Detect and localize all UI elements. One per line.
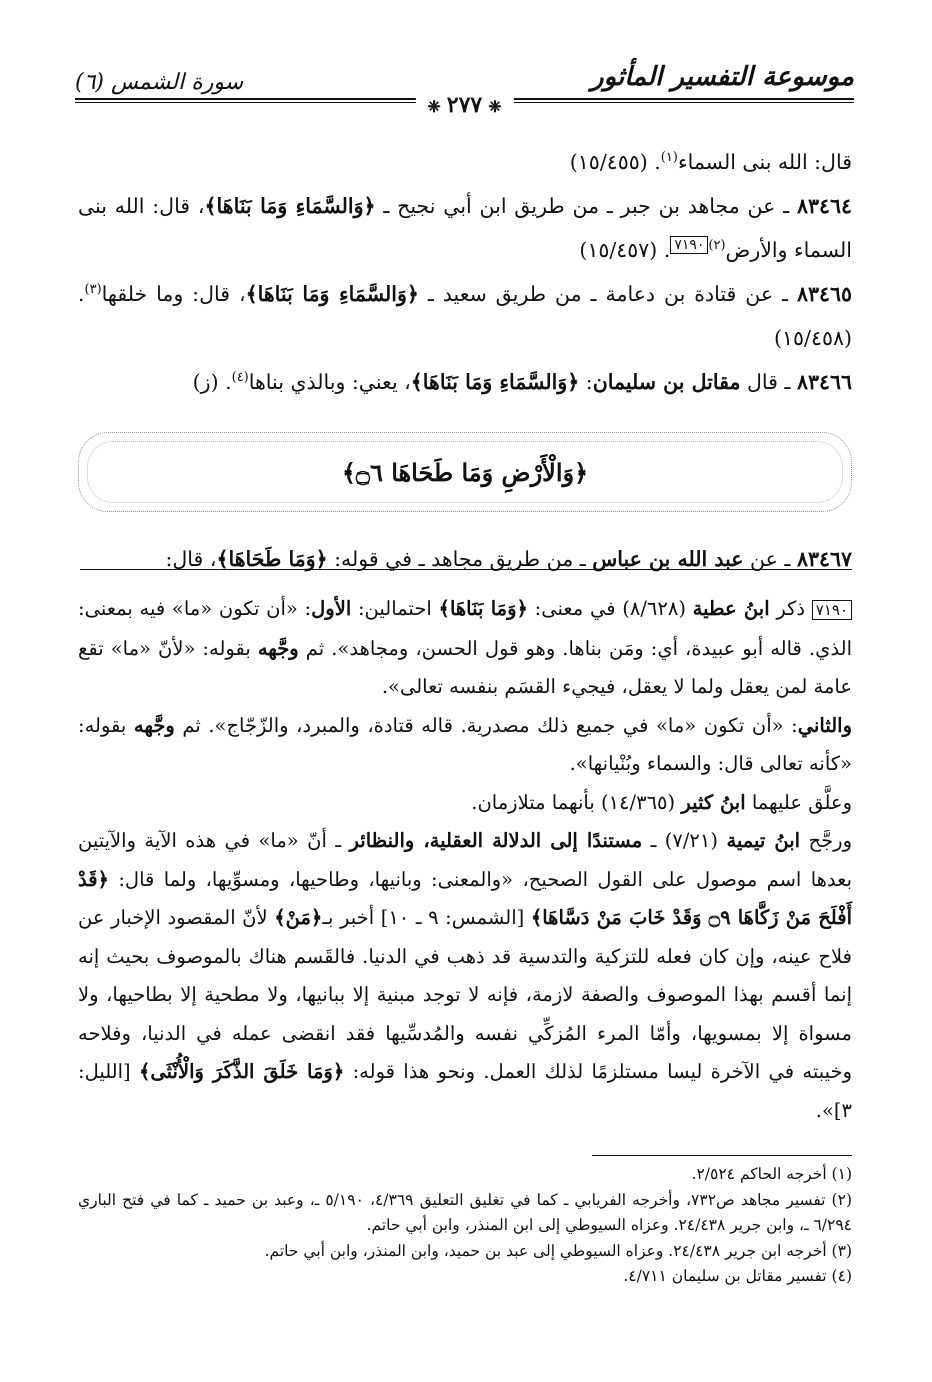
section-divider	[80, 569, 852, 570]
quran-quote: ﴿وَمَا خَلَقَ الذَّكَرَ وَالْأُنْثَى﴾	[138, 1060, 345, 1083]
text: (٧/٢١) ـ	[642, 829, 727, 852]
ornament-icon: ❈	[488, 97, 502, 116]
page-number	[415, 92, 513, 118]
scholar-name: ابنُ عطية	[692, 597, 770, 620]
quran-quote: ﴿وَمَا بَنَاهَا﴾	[438, 597, 528, 620]
text: بقوله: «لأنّ «ما» تقع عامة لمن يعقل ولما لا يعقل، فيجيء القسَم بنفسه تعالى».	[78, 636, 852, 698]
commentary-note	[78, 590, 852, 1130]
text: ، يعني: وبالذي بناها	[248, 370, 411, 394]
text: ، قال: وما خلقها	[101, 282, 246, 306]
text: ورجَّح	[800, 829, 853, 852]
quran-quote: ﴿وَمَا طَحَاهَا﴾	[216, 546, 328, 571]
keyword: مستندًا إلى الدلالة العقلية، والنظائر	[349, 829, 643, 852]
footnote-marker: (١)	[660, 150, 678, 166]
quran-quote: ﴿وَالسَّمَاءِ وَمَا بَنَاهَا﴾	[410, 370, 580, 394]
text: لأنّ المقصود الإخبار عن فلاح عينه، وإن كان فعله للتزكية والتدسية قد ذهب في الدنيا. فالقَسم هناك بالموصوف بحيث إنه إنما أقسم بهذا الموصوف والصفة لازمة، فإنه لا توجد مبنية إلا ببانيها، ولا مطحية إلا بطاحيها، ولا مسواة إلا بمسويها، وأمّا المرء المُزكِّي نفسه والمُدسِّيها فقد انقضى عمله في الدنيا، وفلاحه وخيبته في الآخرة ليسا مستلزمًا لذلك العمل. ونحو هذا قوله:	[78, 906, 853, 1083]
quran-quote: ﴿مَنْ﴾	[274, 906, 323, 929]
narrator-name: مقاتل بن سليمان	[592, 370, 741, 394]
commentary-ref[interactable]: ٧١٩٠	[670, 236, 708, 254]
keyword: الأول	[311, 597, 352, 620]
text: ـ من طريق مجاهد ـ في قوله:	[327, 546, 593, 571]
verse-text: ﴿وَالْأَرْضِ وَمَا طَحَاهَا ۝٦﴾	[341, 457, 589, 487]
source-ref: . (١٥/٤٥٨)	[78, 282, 852, 350]
note-paragraph-1	[78, 590, 852, 707]
entry-number: ٨٣٤٦٥	[796, 282, 853, 306]
entry-continuation	[78, 140, 852, 184]
keyword: وجَّهه	[257, 636, 299, 660]
text: قال: الله بنى السماء	[677, 150, 852, 174]
text: (٨/٦٢٨) في معنى:	[527, 597, 693, 620]
entry-83466	[78, 360, 852, 404]
text: (١٤/٣٦٥) بأنهما متلازمان.	[471, 790, 682, 814]
footnote-divider	[592, 1155, 852, 1156]
entry-83467	[78, 537, 852, 581]
text: ذكر	[769, 597, 812, 620]
note-paragraph-3	[78, 784, 852, 823]
footnotes	[78, 1162, 852, 1290]
page-number-text: ٢٧٧	[446, 92, 483, 118]
text: [الليل: ٣]».	[78, 1060, 852, 1122]
entry-83465	[78, 272, 852, 360]
footnote-marker: (٢)	[708, 238, 726, 254]
source-ref: . (١٥/٤٥٥)	[569, 150, 661, 174]
keyword: والثاني	[797, 713, 852, 737]
book-title: موسوعة التفسير المأثور	[591, 62, 854, 92]
narrator-name: عبد الله بن عباس	[592, 546, 744, 571]
text: ـ عن قتادة بن دعامة ـ من طريق سعيد ـ	[418, 282, 797, 306]
keyword: وجَّهه	[133, 713, 175, 737]
text: ، قال:	[165, 546, 217, 571]
footnote-1: (١) أخرجه الحاكم ٢/٥٢٤.	[691, 1165, 852, 1183]
note-paragraph-2	[78, 707, 852, 784]
scholar-name: ابنُ تيمية	[726, 829, 801, 852]
verse-banner	[78, 432, 852, 512]
surah-title: سورة الشمس (٦)	[75, 70, 244, 95]
text: احتمالين:	[351, 597, 439, 620]
entry-number: ٨٣٤٦٧	[796, 546, 852, 571]
text: ـ أنّ «ما» في هذه الآية والآيتين بعدها اسم موصول على القول الصحيح، «والمعنى: وبانيها، وطاحيها، ومسوِّيها، ولما قال:	[78, 829, 852, 891]
source-ref: . (ز)	[192, 370, 232, 394]
ornament-icon: ❈	[427, 97, 441, 116]
entry-83464	[78, 184, 852, 272]
entry-number: ٨٣٤٦٦	[796, 370, 852, 394]
source-ref: . (١٥/٤٥٧)	[579, 238, 671, 262]
entry-number: ٨٣٤٦٤	[796, 194, 852, 218]
text: ، قال: الله بنى السماء والأرض	[78, 194, 852, 262]
text: : «أن تكون «ما» فيه بمعنى: الذي. قاله أبو عبيدة، أي: ومَن بناها. وهو قول الحسن، ومجاهد». ثم	[78, 597, 852, 660]
note-paragraph-4	[78, 822, 852, 1130]
quran-quote: ﴿وَالسَّمَاءِ وَمَا بَنَاهَا﴾	[245, 282, 419, 306]
page-header	[75, 62, 854, 120]
text: ـ قال	[740, 370, 797, 394]
scholar-name: ابنُ كثير	[681, 790, 746, 814]
text: : «أن تكون «ما» في جميع ذلك مصدرية. قاله قتادة، والمبرد، والزّجّاج». ثم	[174, 713, 798, 737]
quran-quote: ﴿قَدْ أَفْلَحَ مَنْ زَكَّاهَا ۝٩ وَقَدْ خَابَ مَنْ دَسَّاهَا﴾	[78, 867, 852, 929]
text: بقوله: «كأنه تعالى قال: والسماء وبُنْيانها».	[78, 713, 852, 775]
footnote-2: (٢) تفسير مجاهد ص٧٣٢، وأخرجه الفريابي ـ كما في تغليق التعليق ٤/٣٦٩، ٥/١٩٠ ـ، وعبد بن حميد ـ كما في فتح الباري ٦/٢٩٤ ـ، وابن جرير ٢٤/٤٣٨. وعزاه السيوطي إلى ابن المنذر، وابن أبي حاتم.	[78, 1190, 852, 1234]
main-text	[78, 140, 852, 404]
footnote-marker: (٤)	[231, 370, 249, 386]
quran-quote: ﴿وَالسَّمَاءِ وَمَا بَنَاهَا﴾	[204, 194, 376, 218]
main-text-2	[78, 516, 852, 601]
footnote-3: (٣) أخرجه ابن جرير ٢٤/٤٣٨. وعزاه السيوطي إلى عبد بن حميد، وابن المنذر، وابن أبي حاتم.	[264, 1241, 852, 1260]
text: ـ عن	[743, 546, 797, 571]
footnote-marker: (٣)	[84, 282, 102, 298]
text: :	[579, 370, 593, 394]
text: وعلَّق عليهما	[745, 790, 852, 814]
text: ـ عن مجاهد بن جبر ـ من طريق ابن أبي نجيح ـ	[375, 194, 797, 218]
footnote-4: (٤) تفسير مقاتل بن سليمان ٤/٧١١.	[623, 1267, 852, 1285]
text: [الشمس: ٩ ـ ١٠] أخبر بـ	[322, 906, 531, 929]
commentary-ref: ٧١٩٠	[812, 600, 852, 620]
